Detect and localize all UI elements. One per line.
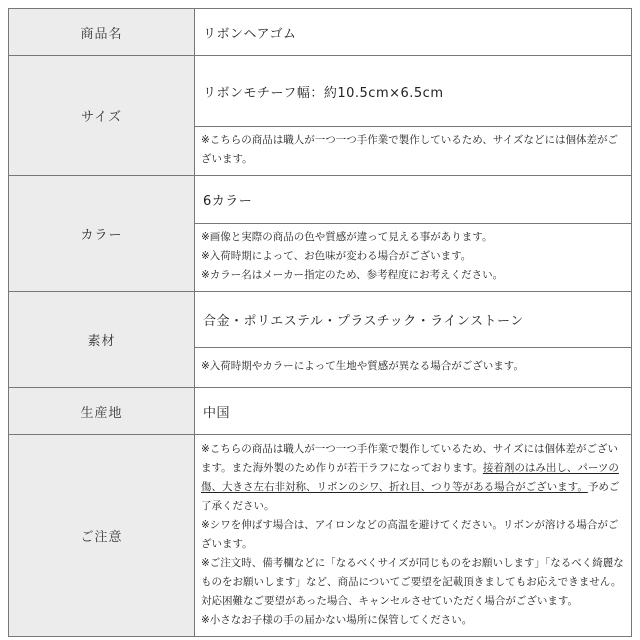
spec-table	[8, 8, 632, 637]
color-note: ※入荷時期によって、お色味が変わる場合がございます。	[201, 250, 472, 262]
caution-paragraph	[201, 440, 625, 516]
size-label: サイズ	[9, 56, 195, 176]
row-caution	[9, 435, 632, 637]
size-value: リボンモチーフ幅：約10.5cm×6.5cm	[195, 56, 632, 127]
row-material	[9, 292, 632, 348]
caution-paragraph: ※小さなお子様の手の届かない場所に保管してください。	[201, 613, 473, 626]
caution-notes	[195, 435, 632, 637]
material-note: ※入荷時期やカラーによって生地や質感が異なる場合がございます。	[195, 348, 632, 388]
caution-label: ご注意	[9, 435, 195, 637]
row-origin	[9, 388, 632, 435]
caution-text: ※こちらの商品は職人が一つ一つ手作業で製作しているため、サイズには個体差がございます。また海外製のため作りが若干ラフになっております。	[201, 442, 619, 474]
origin-value: 中国	[195, 388, 632, 435]
product-name-value: リボンヘアゴム	[195, 9, 632, 56]
material-label: 素材	[9, 292, 195, 388]
row-color	[9, 176, 632, 224]
caution-paragraph: ※ご注文時、備考欄などに「なるべくサイズが同じものをお願いします」「なるべく綺麗なものをお願いします」など、商品についてご要望を記載頂きましてもお応えできません。対応困難なご要望があった場合、キャンセルさせていただく場合がございます。	[201, 556, 624, 607]
row-size	[9, 56, 632, 127]
size-note: ※こちらの商品は職人が一つ一つ手作業で製作しているため、サイズなどには個体差がございます。	[195, 127, 632, 176]
product-name-label: 商品名	[9, 9, 195, 56]
caution-text: 予めご了承ください。	[201, 480, 620, 512]
color-notes	[195, 224, 632, 292]
origin-label: 生産地	[9, 388, 195, 435]
color-value: 6カラー	[195, 176, 632, 224]
product-spec-sheet	[8, 8, 632, 637]
color-label: カラー	[9, 176, 195, 292]
row-product-name	[9, 9, 632, 56]
material-value: 合金・ポリエステル・プラスチック・ラインストーン	[195, 292, 632, 348]
color-note: ※カラー名はメーカー指定のため、参考程度にお考えください。	[201, 269, 504, 281]
caution-paragraph: ※シワを伸ばす場合は、アイロンなどの高温を避けてください。リボンが溶ける場合がございます。	[201, 518, 619, 550]
caution-underlined-text: 接着剤のはみ出し、パーツの傷、大きさ左右非対称、リボンのシワ、折れ目、つり等がある場合がございます。	[201, 461, 619, 493]
color-note: ※画像と実際の商品の色や質感が違って見える事があります。	[201, 231, 493, 243]
